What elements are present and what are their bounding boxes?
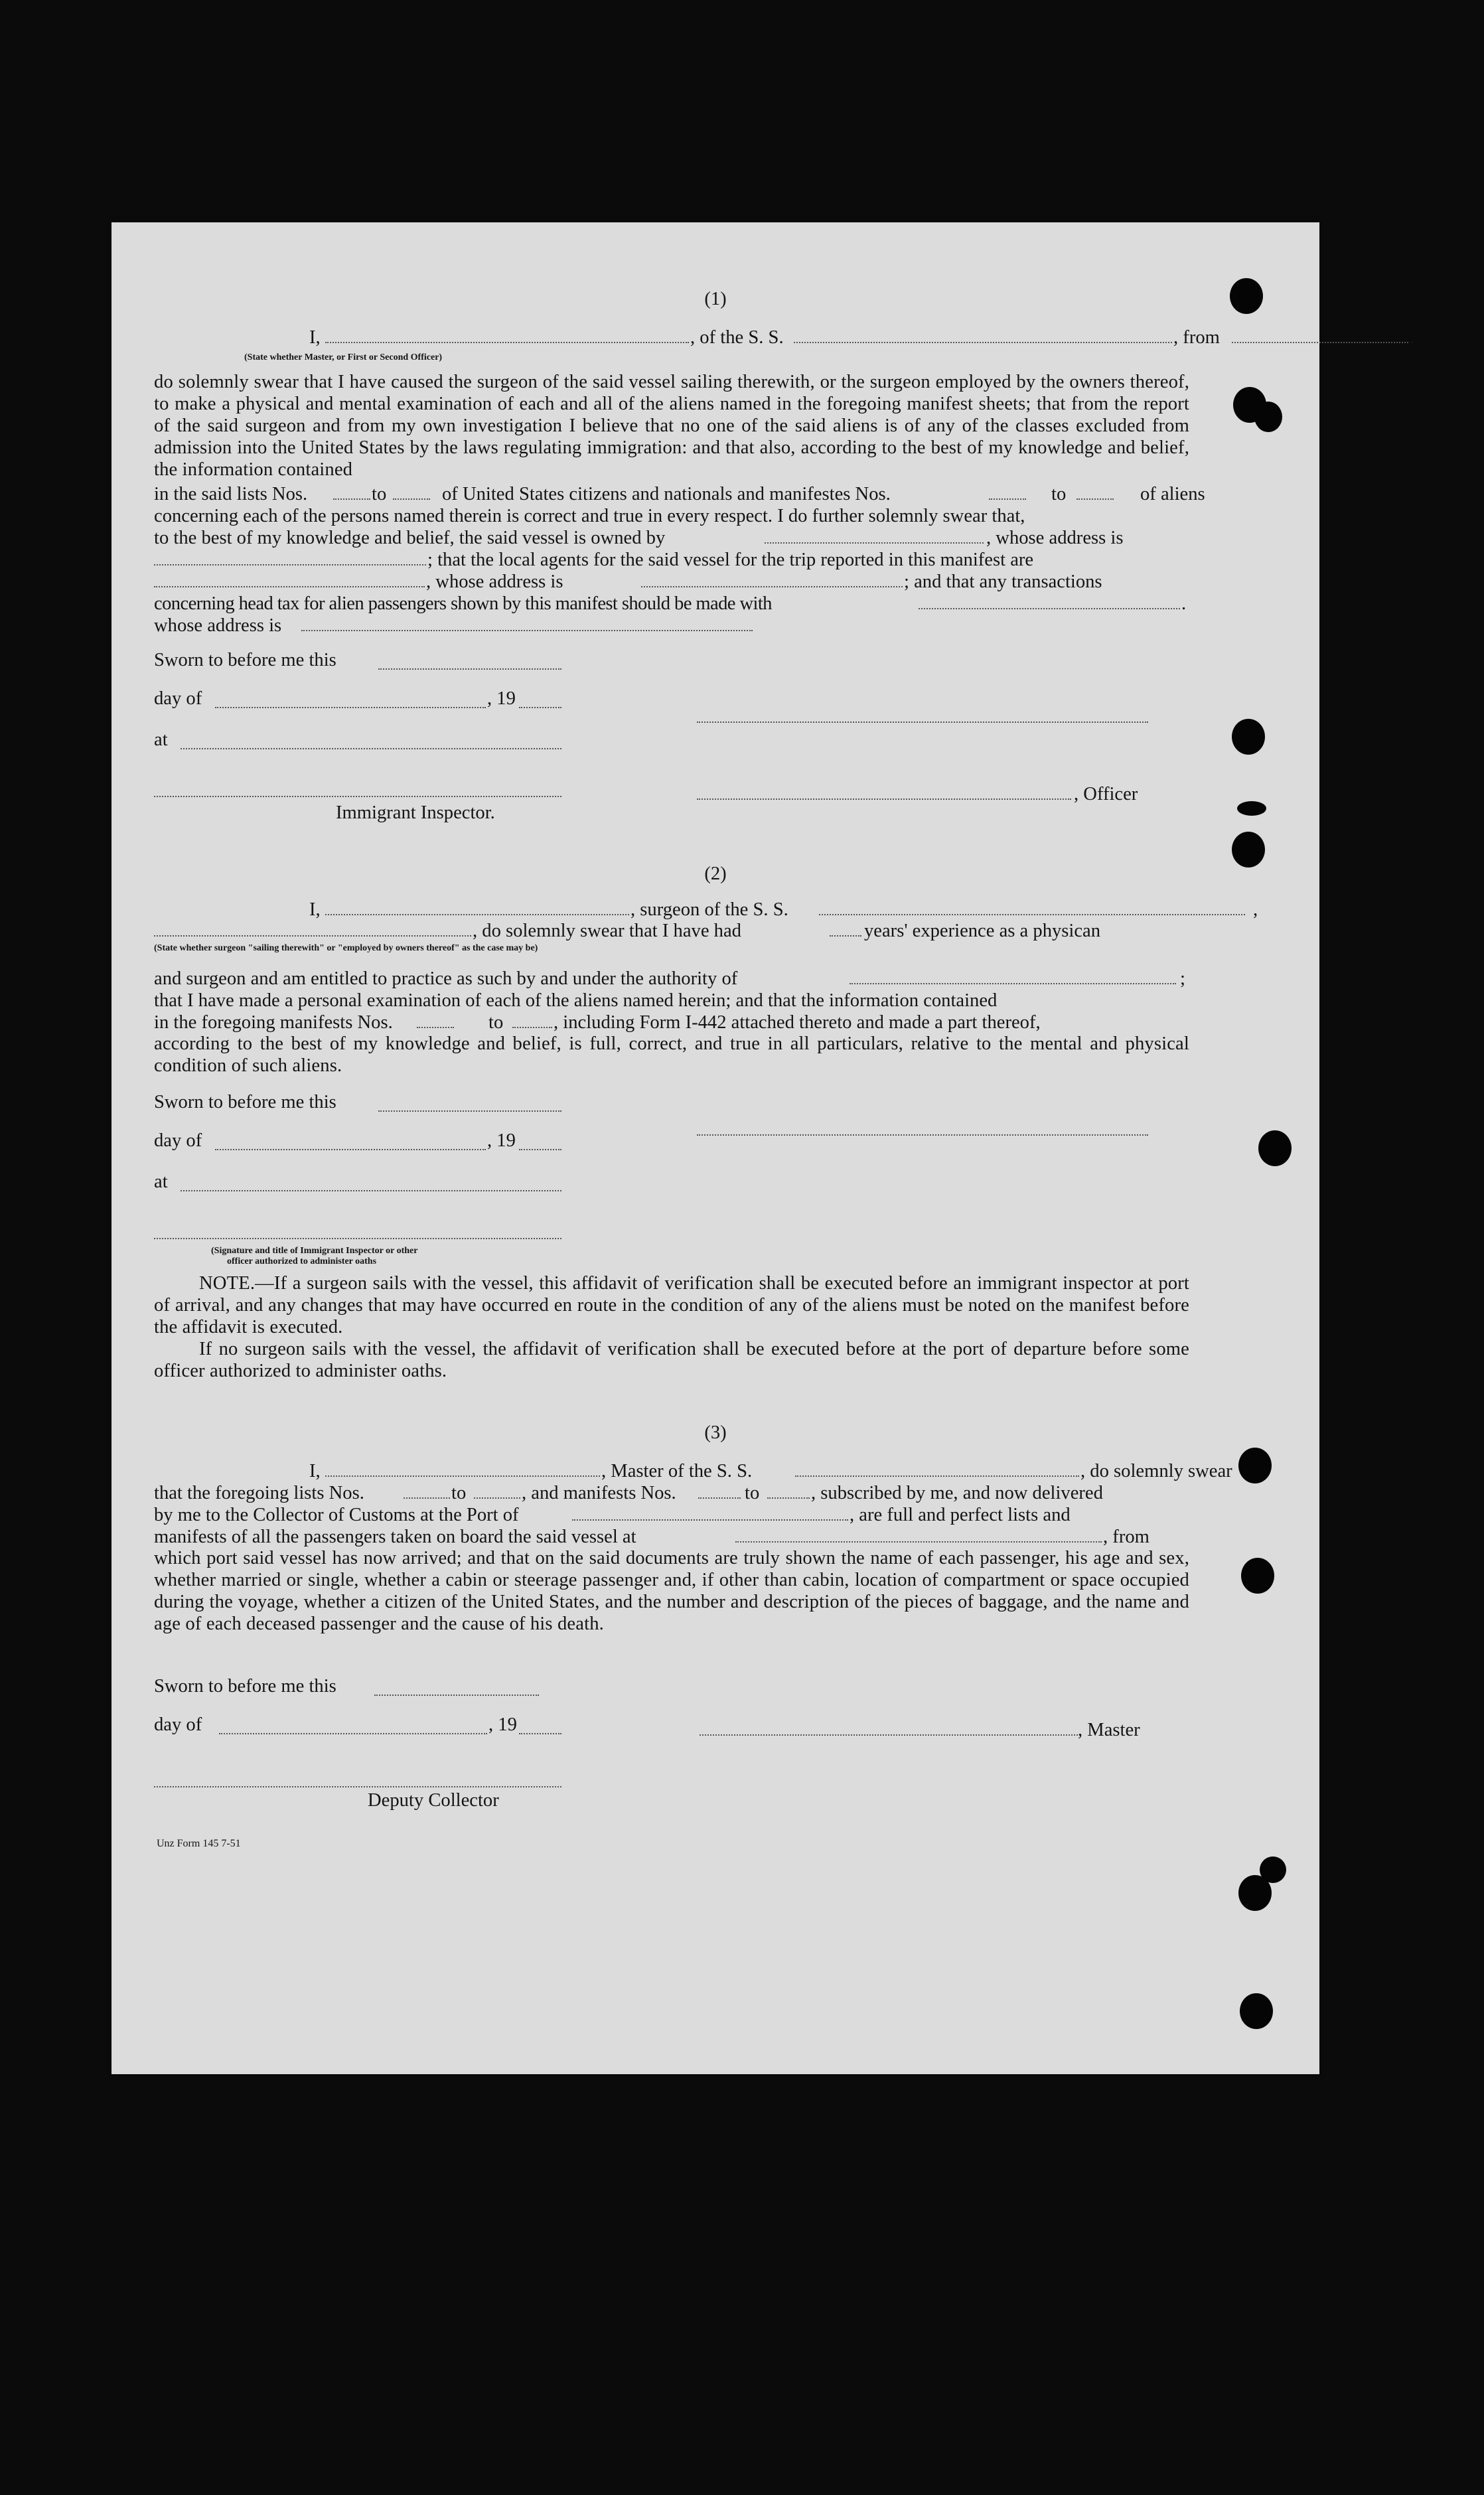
section-2-body-b: according to the best of my knowledge and belief, is full, correct, and true in all particulars, relative to the mental and physical condition of such aliens.	[154, 1033, 1189, 1076]
manifests-from-field[interactable]	[989, 498, 1026, 500]
manifests-row-2	[154, 1011, 1189, 1035]
section-3-number: (3)	[704, 1422, 727, 1443]
officer-note: (State whether Master, or First or Second Officer)	[244, 352, 443, 362]
section-3-intro-row	[268, 1460, 1261, 1483]
lists-to-field[interactable]	[393, 498, 430, 500]
manifests-a-label: in the foregoing manifests Nos.	[154, 1012, 393, 1033]
authority-field[interactable]	[850, 983, 1176, 984]
year-label-3: , 19	[488, 1714, 517, 1735]
master-signature-line[interactable]	[700, 1734, 1078, 1736]
manifests-to-label-2: to	[488, 1012, 504, 1033]
lists-from-field-3[interactable]	[404, 1497, 450, 1499]
lists-a-label-3: that the foregoing lists Nos.	[154, 1483, 364, 1503]
sworn-field-1[interactable]	[378, 668, 561, 670]
local-agents-label: ; that the local agents for the said vessel for the trip reported in this manifest are	[427, 550, 1034, 570]
day-of-field-2[interactable]	[215, 1149, 486, 1150]
manifests-b-label: , including Form I-442 attached thereto and made a part thereof,	[554, 1012, 1041, 1033]
authority-semicolon: ;	[1180, 968, 1185, 989]
punch-hole	[1237, 801, 1266, 816]
signature-note-line-2: officer authorized to administer oaths	[227, 1256, 377, 1266]
of-the-ss-label: , of the S. S.	[690, 327, 784, 348]
year-field-2[interactable]	[519, 1149, 561, 1150]
head-tax-row	[154, 592, 1189, 616]
do-swear-label-3: , do solemnly swear	[1080, 1461, 1232, 1481]
port-field[interactable]	[572, 1519, 848, 1521]
transactions-label: ; and that any transactions	[904, 571, 1102, 592]
officer-signature-line-b[interactable]	[697, 798, 1071, 800]
section-3-i: I,	[309, 1461, 321, 1481]
lists-row-3	[154, 1481, 1189, 1505]
punch-hole	[1232, 719, 1265, 755]
section-1-i: I,	[309, 327, 321, 348]
surgeon-of-label: , surgeon of the S. S.	[631, 899, 788, 920]
master-of-label: , Master of the S. S.	[601, 1461, 753, 1481]
day-of-label-3: day of	[154, 1714, 202, 1735]
inspector-signature-line-1[interactable]	[154, 796, 561, 797]
day-of-label-1: day of	[154, 688, 202, 709]
manifests-from-field-2[interactable]	[417, 1027, 454, 1028]
deputy-signature-line[interactable]	[154, 1786, 561, 1787]
form-number: Unz Form 145 7-51	[157, 1838, 241, 1849]
head-tax-address-field[interactable]	[301, 630, 753, 631]
section-2-intro-row	[268, 898, 1261, 922]
section-3-body: which port said vessel has now arrived; and that on the said documents are truly shown the name of each passenger, his age and sex, whether married or single, whether a cabin or steerage passenger and, if other than cabin, location of compartment or space occupied during the voyage, whether a citizen of the United States, and the number and description of the pieces of baggage, and the name and age of each deceased passenger and the cause of his death.	[154, 1548, 1189, 1634]
local-agents-row	[154, 548, 1189, 572]
head-tax-address-row	[154, 614, 1189, 638]
sworn-label-2: Sworn to before me this	[154, 1092, 336, 1112]
lists-c-label-3: , subscribed by me, and now delivered	[811, 1483, 1103, 1503]
sworn-label-3: Sworn to before me this	[154, 1676, 336, 1697]
manifests-to-field-2[interactable]	[512, 1027, 552, 1028]
experience-row	[154, 919, 1189, 943]
years-label: years' experience as a physican	[864, 921, 1101, 941]
signature-note-line-1: (Signature and title of Immigrant Inspector or other	[211, 1246, 418, 1256]
deputy-collector-label: Deputy Collector	[368, 1790, 499, 1811]
surgeon-row-comma: ,	[1253, 899, 1258, 920]
punch-hole	[1254, 402, 1282, 432]
section-2-i: I,	[309, 899, 321, 920]
lists-to-label-3: to	[451, 1483, 467, 1503]
punch-hole	[1241, 1558, 1274, 1594]
at-label-1: at	[154, 729, 168, 750]
embark-port-field[interactable]	[735, 1541, 1102, 1543]
collector-row	[154, 1503, 1189, 1527]
punch-hole	[1240, 1993, 1273, 2029]
lists-from-field[interactable]	[333, 498, 370, 500]
full-lists-label: , are full and perfect lists and	[850, 1505, 1071, 1525]
inspector-signature-line-2[interactable]	[154, 1238, 561, 1239]
master-label: , Master	[1078, 1720, 1140, 1740]
owner-field[interactable]	[765, 542, 984, 544]
ship-name-field[interactable]	[794, 342, 1172, 343]
at-field-1[interactable]	[181, 748, 561, 749]
lists-b-label-3: , and manifests Nos.	[522, 1483, 676, 1503]
from-port-field[interactable]	[1232, 342, 1408, 343]
section-1-number: (1)	[704, 289, 727, 309]
officer-label: , Officer	[1074, 784, 1138, 804]
no-surgeon-note-paragraph: If no surgeon sails with the vessel, the affidavit of verification shall be executed before at the port of departure before some officer authorized to administer oaths.	[154, 1339, 1189, 1381]
lists-a-label: in the said lists Nos.	[154, 484, 308, 504]
lists-row	[154, 483, 1205, 506]
owned-by-row	[154, 526, 1189, 550]
section-1-intro-row	[268, 326, 1415, 350]
section-1-body-a: do solemnly swear that I have caused the surgeon of the said vessel sailing therewith, or the surgeon employed by the owners thereof, to make a physical and mental examination of each and all of the aliens named in the foregoing manifest sheets; that from the report of the said surgeon and from my own investigation I believe that no one of the said aliens is of any of the classes excluded from admission into the United States by the laws regulating immigration: and that also, according to the best of my knowledge and belief, the information contained	[154, 372, 1189, 480]
years-field[interactable]	[830, 935, 861, 937]
agents-address-field[interactable]	[641, 586, 903, 587]
master-ship-field[interactable]	[795, 1475, 1079, 1477]
at-field-2[interactable]	[181, 1190, 561, 1191]
day-of-label-2: day of	[154, 1130, 202, 1151]
surgeon-name-field[interactable]	[325, 914, 629, 915]
year-field-3[interactable]	[519, 1733, 561, 1734]
lists-c-label: of aliens	[1140, 484, 1205, 504]
manifests-to-field[interactable]	[1076, 498, 1114, 500]
year-field-1[interactable]	[519, 707, 561, 708]
sworn-field-2[interactable]	[378, 1110, 561, 1112]
agents-field[interactable]	[154, 586, 425, 587]
agents-address-row	[154, 570, 1189, 594]
sworn-label-1: Sworn to before me this	[154, 650, 336, 670]
section-2-body-a: that I have made a personal examination of each of the aliens named herein; and that the information contained	[154, 990, 998, 1011]
punch-hole	[1238, 1875, 1272, 1911]
at-label-2: at	[154, 1172, 168, 1192]
officer-signature-line-a[interactable]	[697, 721, 1148, 723]
lists-to2-label-3: to	[745, 1483, 760, 1503]
punch-hole	[1258, 1130, 1292, 1166]
lists-b-label: of United States citizens and nationals and manifestes Nos.	[442, 484, 891, 504]
punch-hole	[1232, 832, 1265, 868]
manifests-from-field-3[interactable]	[698, 1497, 741, 1499]
head-tax-period: .	[1181, 593, 1187, 614]
year-label-2: , 19	[487, 1130, 516, 1151]
head-tax-label: concerning head tax for alien passengers shown by this manifest should be made with	[154, 593, 772, 614]
surgeon-ship-field[interactable]	[819, 914, 1245, 915]
lists-to-label: to	[372, 484, 387, 504]
whose-address-label-3: whose address is	[154, 615, 282, 636]
intro-period: .	[1410, 327, 1415, 348]
master-name-field[interactable]	[325, 342, 689, 343]
owner-address-field[interactable]	[154, 564, 426, 566]
surgeon-type-field[interactable]	[154, 935, 471, 937]
section-1-body-b: concerning each of the persons named therein is correct and true in every respect. I do further solemnly swear that,	[154, 506, 1025, 526]
surgeon-signature-line[interactable]	[697, 1134, 1148, 1136]
authority-row	[154, 967, 1189, 991]
from-label: , from	[1173, 327, 1220, 348]
authority-label: and surgeon and am entitled to practice as such by and under the authority of	[154, 968, 738, 989]
year-label-1: , 19	[487, 688, 516, 709]
from-label-3: , from	[1103, 1527, 1150, 1547]
surgeon-note-paragraph: NOTE.—If a surgeon sails with the vessel, this affidavit of verification shall be executed before an immigrant inspector at port of arrival, and any changes that may have occurred en route in the condition of any of the aliens must be noted on the manifest before the affidavit is executed.	[154, 1273, 1189, 1337]
collector-label: by me to the Collector of Customs at the Port of	[154, 1505, 519, 1525]
sworn-field-3[interactable]	[374, 1695, 539, 1696]
day-of-field-1[interactable]	[215, 707, 486, 708]
owned-by-label: to the best of my knowledge and belief, the said vessel is owned by	[154, 528, 666, 548]
section-2-number: (2)	[704, 864, 727, 884]
head-tax-party-field[interactable]	[919, 608, 1180, 609]
do-swear-label-2: , do solemnly swear that I have had	[473, 921, 741, 941]
lists-to2-label: to	[1051, 484, 1067, 504]
immigrant-inspector-label: Immigrant Inspector.	[336, 802, 495, 823]
concerning-row	[154, 504, 1189, 528]
manifests-of-row	[154, 1525, 1189, 1549]
master-name-field-3[interactable]	[325, 1475, 600, 1477]
form-page	[111, 222, 1415, 2074]
manifests-to-field-3[interactable]	[767, 1497, 810, 1499]
whose-address-label: , whose address is	[986, 528, 1124, 548]
whose-address-label-2: , whose address is	[426, 571, 563, 592]
personal-exam-row	[154, 989, 1189, 1013]
manifests-of-label: manifests of all the passengers taken on board the said vessel at	[154, 1527, 636, 1547]
lists-to-field-3[interactable]	[474, 1497, 520, 1499]
surgeon-note: (State whether surgeon "sailing therewith" or "employed by owners thereof" as the case may be)	[154, 943, 538, 953]
day-of-field-3[interactable]	[219, 1733, 487, 1734]
